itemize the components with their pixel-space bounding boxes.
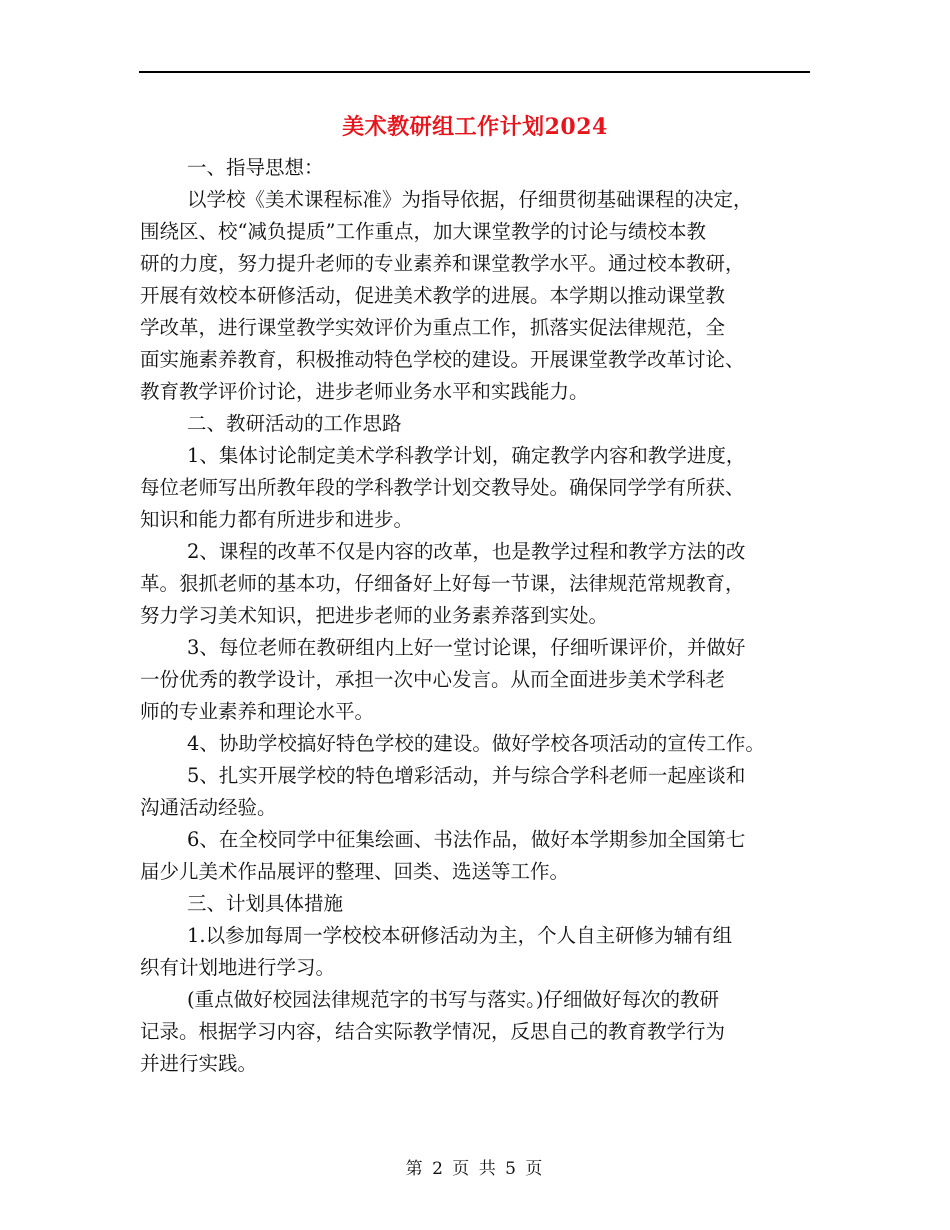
header-rule: [139, 71, 810, 73]
text-line: 一、指导思想：: [187, 156, 324, 179]
document-body: [140, 152, 812, 1080]
text-line: 开展有效校本研修活动，促进美术教学的进展。本学期以推动课堂教: [140, 284, 726, 307]
text-line: 5、扎实开展学校的特色增彩活动，并与综合学科老师一起座谈和: [187, 764, 746, 787]
text-line: 革。狠抓老师的基本功，仔细备好上好每一节课，法律规范常规教育，: [140, 572, 745, 595]
document-title: 美术教研组工作计划2024: [342, 114, 608, 140]
text-line: 届少儿美术作品展评的整理、回类、选送等工作。: [140, 860, 570, 883]
text-line: 围绕区、校“减负提质”工作重点，加大课堂教学的讨论与绩校本教: [140, 220, 706, 243]
text-line: 3、每位老师在教研组内上好一堂讨论课，仔细听课评价，并做好: [187, 636, 746, 659]
text-line: 二、教研活动的工作思路: [187, 412, 402, 435]
text-line: 三、计划具体措施: [187, 892, 344, 915]
text-line: 记录。根据学习内容，结合实际教学情况，反思自己的教育教学行为: [140, 1020, 726, 1043]
text-line: 以学校《美术课程标准》为指导依据，仔细贯彻基础课程的决定，: [187, 188, 753, 211]
text-line: 研的力度，努力提升老师的专业素养和课堂教学水平。通过校本教研，: [140, 252, 745, 275]
text-line: (重点做好校园法律规范字的书写与落实。)仔细做好每次的教研: [187, 988, 719, 1011]
text-line: 1、集体讨论制定美术学科教学计划，确定教学内容和教学进度，: [187, 444, 746, 467]
text-line: 2、课程的改革不仅是内容的改革，也是教学过程和教学方法的改: [187, 540, 746, 563]
text-line: 4、协助学校搞好特色学校的建设。做好学校各项活动的宣传工作。: [187, 732, 765, 755]
text-line: 6、在全校同学中征集绘画、书法作品，做好本学期参加全国第七: [187, 828, 746, 851]
text-line: 织有计划地进行学习。: [140, 956, 336, 979]
text-line: 沟通活动经验。: [140, 796, 277, 819]
text-line: 1.以参加每周一学校校本研修活动为主，个人自主研修为辅有组: [187, 924, 733, 947]
text-line: 面实施素养教育，积极推动特色学校的建设。开展课堂教学改革讨论、: [140, 348, 745, 371]
text-line: 努力学习美术知识，把进步老师的业务素养落到实处。: [140, 604, 609, 627]
text-line: 知识和能力都有所进步和进步。: [140, 508, 414, 531]
text-line: 一份优秀的教学设计，承担一次中心发言。从而全面进步美术学科老: [140, 668, 726, 691]
text-line: 师的专业素养和理论水平。: [140, 700, 375, 723]
text-line: 每位老师写出所教年段的学科教学计划交教导处。确保同学学有所获、: [140, 476, 745, 499]
page-footer: 第 2 页 共 5 页: [405, 1159, 545, 1179]
text-line: 教育教学评价讨论，进步老师业务水平和实践能力。: [140, 380, 589, 403]
text-line: 学改革，进行课堂教学实效评价为重点工作，抓落实促法律规范，全: [140, 316, 726, 339]
text-line: 并进行实践。: [140, 1052, 258, 1075]
